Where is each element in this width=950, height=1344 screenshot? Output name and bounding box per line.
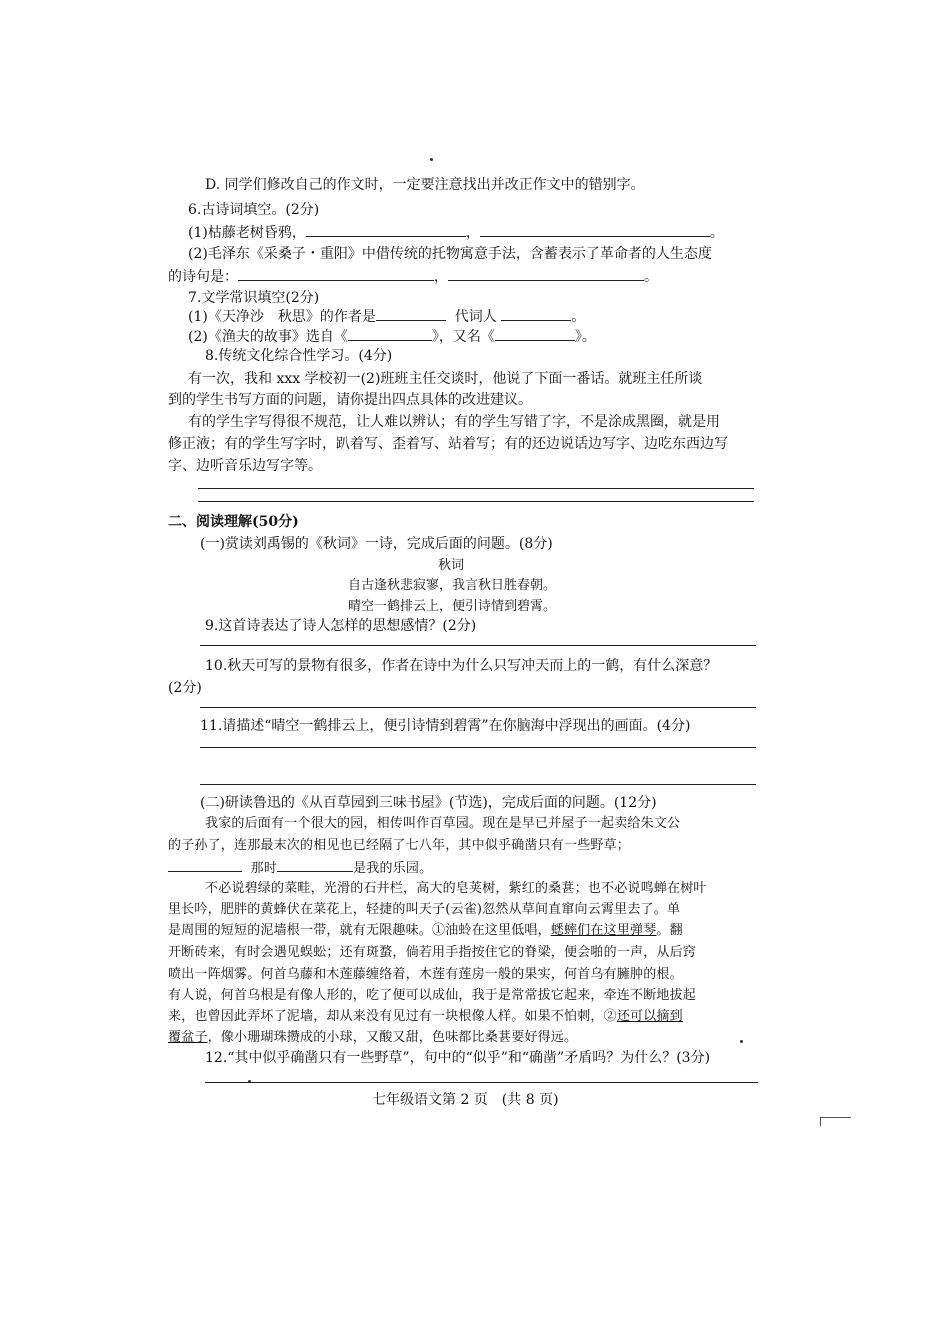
q6-item1: (1)枯藤老树昏鸦， ， 。 xyxy=(188,222,724,243)
passage-para1-line2: 的子孙了，连那最末次的相见也已经隔了七八年，其中似乎确凿只有一些野草； xyxy=(168,838,631,853)
answer-blank[interactable] xyxy=(348,326,432,341)
underlined-sentence-2b: 覆盆子 xyxy=(168,1030,208,1045)
passage-para2-line1: 不必说碧绿的菜畦，光滑的石井栏，高大的皂荚树，紫红的桑葚；也不必说鸣蝉在树叶 xyxy=(205,881,707,896)
q7-title: 7.文学常识填空(2分) xyxy=(188,290,320,306)
passage-para2-line2: 里长吟，肥胖的黄蜂伏在菜花上，轻捷的叫天子(云雀)忽然从草间直窜向云霄里去了。单 xyxy=(168,902,681,917)
q5-option-d: D. 同学们修改自己的作文时，一定要注意找出并改正作文中的错别字。 xyxy=(205,177,645,193)
answer-line[interactable] xyxy=(200,707,756,708)
q7-item1: (1)《天净沙 秋思》的作者是 代词人 。 xyxy=(188,306,585,327)
q6-item2-line1: (2)毛泽东《采桑子・重阳》中借传统的托物寓意手法，含蓄表示了革命者的人生态度 xyxy=(188,246,712,262)
crop-mark xyxy=(820,1117,851,1126)
section2-title: 二、阅读理解(50分) xyxy=(168,514,299,530)
passage-para2-line6: 有人说，何首乌根是有像人形的，吃了便可以成仙，我于是常常拔它起来，牵连不断地拔起 xyxy=(168,988,697,1003)
poem-title: 秋词 xyxy=(438,558,465,573)
q9-text: 9.这首诗表达了诗人怎样的思想感情？(2分) xyxy=(205,618,477,634)
underlined-sentence-2a: 还可以摘到 xyxy=(616,1009,683,1024)
q10-line1: 10.秋天可写的景物有很多，作者在诗中为什么只写冲天而上的一鹤，有什么深意？ xyxy=(205,658,718,674)
passage-para1-line3: 那时 是我的乐园。 xyxy=(168,857,432,879)
answer-line[interactable] xyxy=(200,645,756,646)
q11-text: 11.请描述“晴空一鹤排云上，便引诗情到碧霄”在你脑海中浮现出的画面。(4分) xyxy=(200,718,691,734)
answer-blank[interactable] xyxy=(480,222,710,237)
poem-line1: 自古逢秋悲寂寥，我言秋日胜春朝。 xyxy=(348,578,557,593)
answer-blank[interactable] xyxy=(306,222,466,237)
q8-para2-line1: 有的学生字写得很不规范，让人难以辨认；有的学生写错了字，不是涂成黑圈，就是用 xyxy=(188,414,720,430)
answer-line[interactable] xyxy=(198,488,754,489)
scan-speck xyxy=(740,1040,743,1043)
part1-title: (一)赏读刘禹锡的《秋词》一诗，完成后面的问题。(8分) xyxy=(200,536,553,552)
answer-line[interactable] xyxy=(198,501,754,502)
answer-blank[interactable] xyxy=(376,306,446,321)
answer-blank[interactable] xyxy=(277,857,353,872)
q7-item2: (2)《渔夫的故事》选自《 》，又名《 》。 xyxy=(188,326,596,347)
answer-blank[interactable] xyxy=(448,266,644,281)
q6-item2-line2: 的诗句是： ， 。 xyxy=(168,266,658,287)
q8-para1-line2: 到的学生书写方面的问题，请你提出四点具体的改进建议。 xyxy=(168,392,532,408)
passage-para2-line8: 覆盆子，像小珊瑚珠攒成的小球，又酸又甜，色味都比桑葚要好得远。 xyxy=(168,1030,578,1045)
q10-line2: (2分) xyxy=(168,680,202,696)
poem-line2: 晴空一鹤排云上，便引诗情到碧霄。 xyxy=(348,599,557,614)
q12-text: 12.“其中似乎确凿只有一些野草”，句中的“似乎”和“确凿”矛盾吗？为什么？(3分) xyxy=(205,1050,711,1066)
passage-para1-line1: 我家的后面有一个很大的园，相传叫作百草园。现在是早已并屋子一起卖给朱文公 xyxy=(205,816,681,831)
q8-para2-line3: 字、边听音乐边写字等。 xyxy=(168,458,322,474)
answer-blank[interactable] xyxy=(168,857,242,872)
scan-speck xyxy=(430,158,433,161)
passage-para2-line7: 来，也曾因此弄坏了泥墙，却从来没有见过有一块根像人样。如果不怕刺，②还可以摘到 xyxy=(168,1009,683,1024)
passage-para2-line4: 开断砖来，有时会遇见蜈蚣；还有斑蝥，倘若用手指按住它的脊梁，便会啪的一声，从后窍 xyxy=(168,945,697,960)
answer-blank[interactable] xyxy=(238,266,434,281)
page-footer: 七年级语文第 2 页 (共 8 页) xyxy=(372,1092,559,1108)
answer-blank[interactable] xyxy=(495,326,575,341)
passage-para2-line5: 喷出一阵烟雾。何首乌藤和木莲藤缠络着，木莲有莲房一般的果实，何首乌有臃肿的根。 xyxy=(168,967,683,982)
passage-para2-line3: 是周围的短短的泥墙根一带，就有无限趣味。①油蛉在这里低唱，蟋蟀们在这里弹琴。翻 xyxy=(168,923,683,938)
answer-line[interactable] xyxy=(200,747,756,748)
q8-para2-line2: 修正液；有的学生写字时，趴着写、歪着写、站着写；有的还边说话边写字、边吃东西边写 xyxy=(168,436,728,452)
answer-blank[interactable] xyxy=(501,306,571,321)
answer-line[interactable] xyxy=(200,784,756,785)
part2-title: (二)研读鲁迅的《从百草园到三味书屋》(节选)，完成后面的问题。(12分) xyxy=(200,795,657,811)
underlined-sentence-1: 蟋蟀们在这里弹琴 xyxy=(550,923,657,938)
q6-title: 6.古诗词填空。(2分) xyxy=(188,202,320,218)
answer-line[interactable] xyxy=(205,1082,758,1083)
q8-para1-line1: 有一次，我和 xxx 学校初一(2)班班主任交谈时，他说了下面一番话。就班主任所谈 xyxy=(188,371,703,387)
q8-title: 8.传统文化综合性学习。(4分) xyxy=(205,348,393,364)
